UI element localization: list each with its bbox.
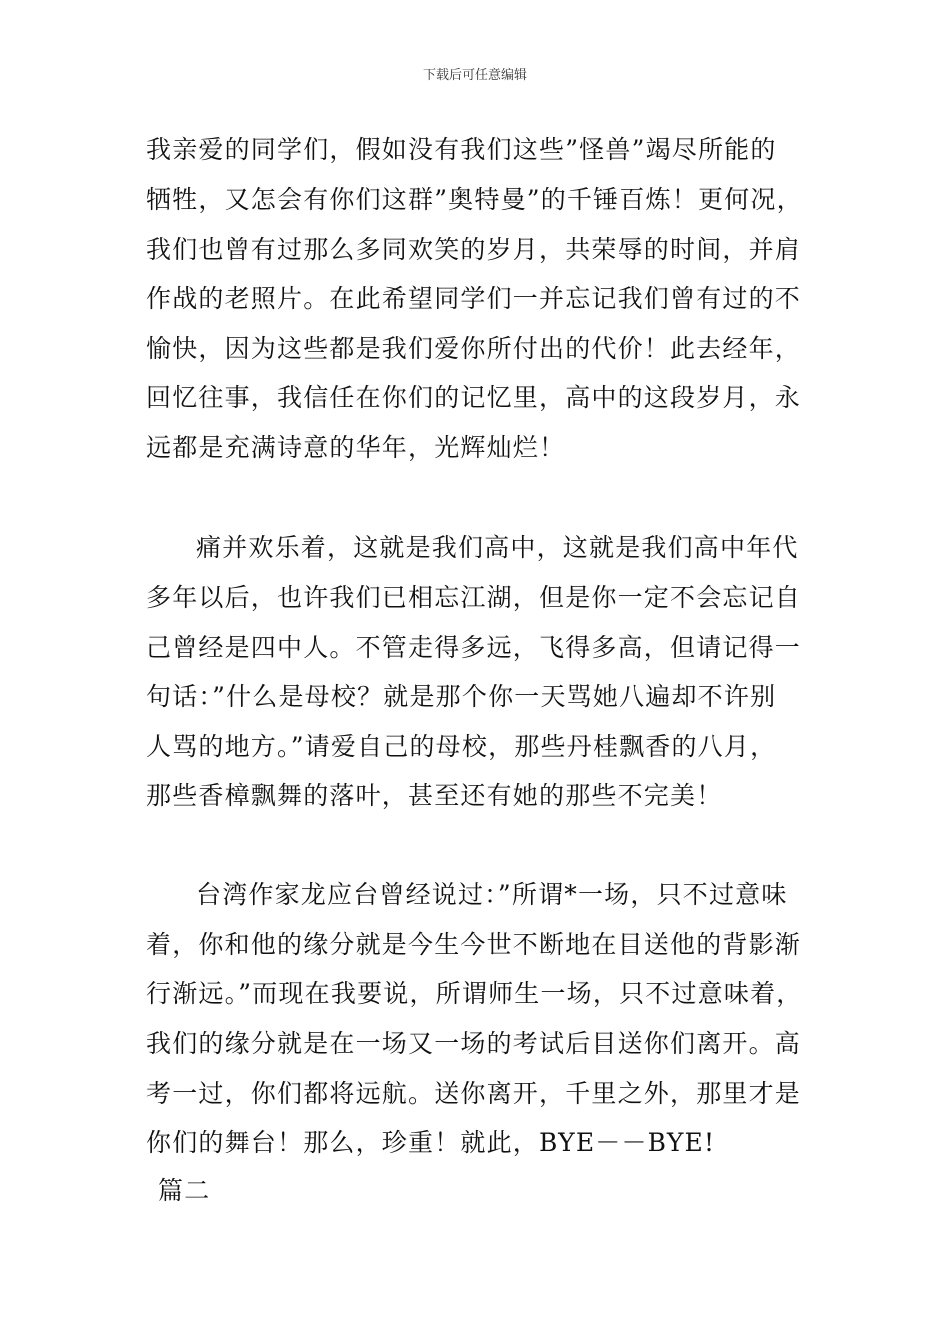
text-line: 你们的舞台！那么，珍重！就此，BYE－－BYE! (146, 1128, 716, 1157)
page-header: 下载后可任意编辑 (422, 68, 527, 83)
text-line: 我们的缘分就是在一场又一场的考试后目送你们离开。高 (146, 1029, 802, 1058)
text-line: 人骂的地方。”请爱自己的母校，那些丹桂飘香的八月， (146, 732, 777, 761)
text-line: 多年以后，也许我们已相忘江湖，但是你一定不会忘记自 (146, 583, 802, 612)
section-title: 篇二 (158, 1176, 211, 1205)
text-line: 我们也曾有过那么多同欢笑的岁月，共荣辱的时间，并肩 (146, 235, 802, 264)
text-line: 考一过，你们都将远航。送你离开，千里之外，那里才是 (146, 1079, 802, 1108)
text-line: 回忆往事，我信任在你们的记忆里，高中的这段岁月，永 (146, 383, 802, 412)
text-line: 己曾经是四中人。不管走得多远，飞得多高，但请记得一 (146, 633, 802, 662)
text-line: 牺牲，又怎会有你们这群”奥特曼”的千锤百炼！更何况， (146, 185, 803, 214)
text-line: 愉快，因为这些都是我们爱你所付出的代价！此去经年， (146, 334, 802, 363)
text-line: 远都是充满诗意的华年，光辉灿烂！ (146, 433, 566, 462)
text-line: 作战的老照片。在此希望同学们一并忘记我们曾有过的不 (146, 284, 802, 313)
text-line: 我亲爱的同学们，假如没有我们这些”怪兽”竭尽所能的 (146, 135, 777, 164)
text-line: 着，你和他的缘分就是今生今世不断地在目送他的背影渐 (146, 930, 802, 959)
text-line: 句话：”什么是母校？就是那个你一天骂她八遍却不许别 (146, 682, 777, 711)
text-line: 台湾作家龙应台曾经说过：”所谓*一场，只不过意味 (196, 880, 788, 909)
text-line: 行渐远。”而现在我要说，所谓师生一场，只不过意味着， (146, 979, 803, 1008)
text-line: 痛并欢乐着，这就是我们高中，这就是我们高中年代 (196, 533, 799, 562)
text-line: 那些香樟飘舞的落叶，甚至还有她的那些不完美！ (146, 781, 723, 810)
